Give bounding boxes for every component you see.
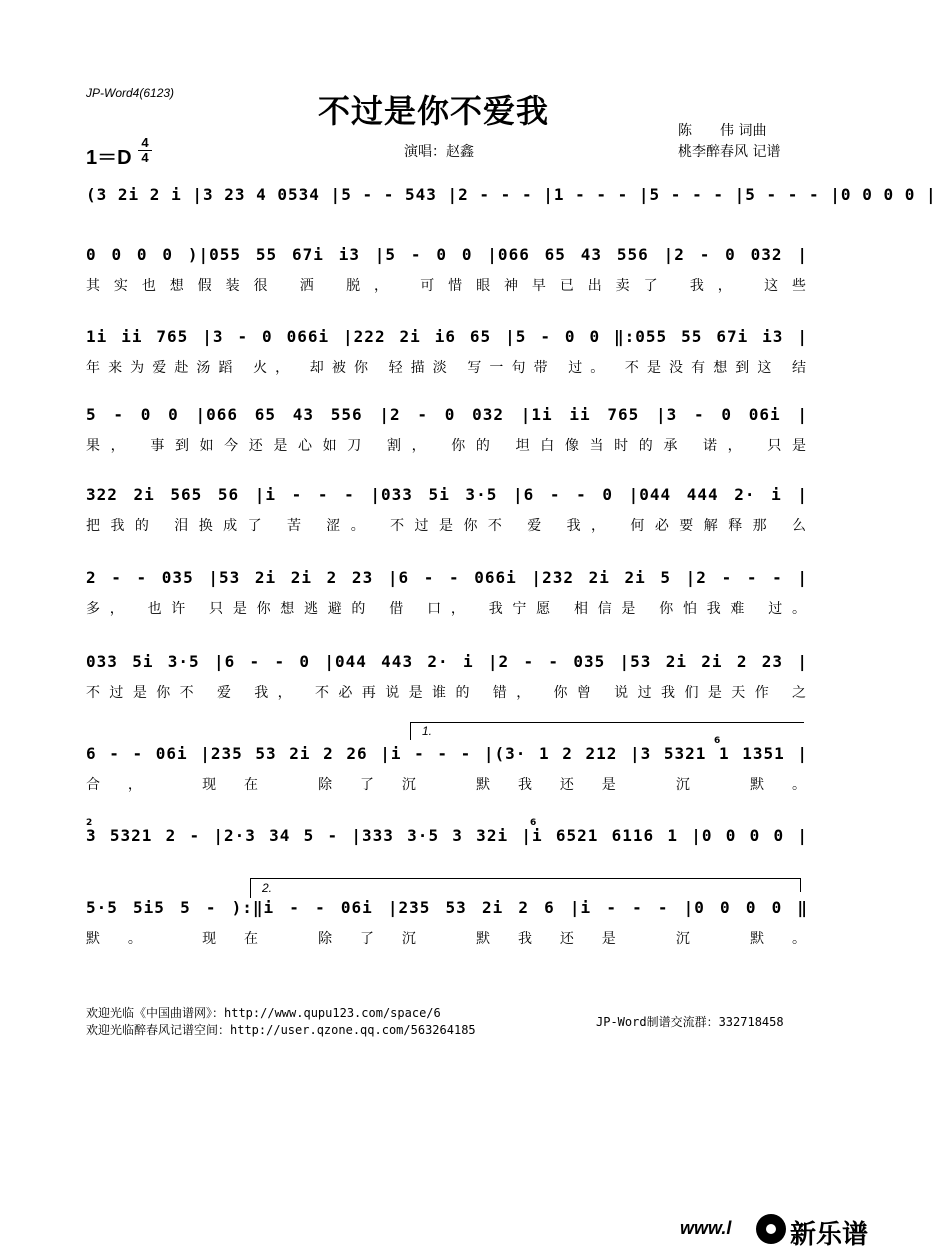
first-ending-bracket: [410, 722, 804, 723]
line-lyrics: 多， 也许 只是你想逃避的 借 口， 我宁愿 相信是 你怕我难 过。: [86, 601, 808, 617]
first-ending-bracket-left: [410, 722, 411, 740]
composer-credit: 陈 伟 词曲: [678, 123, 767, 139]
line-notes: 5·5 5i5 5 - ):‖i - - 06i |235 53 2i 2 6 |i - - - |0 0 0 0 ‖: [86, 898, 808, 917]
footer-group: JP-Word制谱交流群：332718458: [596, 1015, 784, 1029]
first-ending-label: 1.: [422, 724, 433, 738]
score-line-10: [86, 898, 808, 1018]
second-ending-bracket: [250, 878, 800, 879]
time-signature-bottom: 4: [141, 150, 149, 165]
line-lyrics: 默。 现在 除了沉 默我还是 沉 默。: [86, 931, 808, 947]
grace-mark: 6: [530, 818, 537, 828]
line-notes: (3 2i 2 i |3 23 4 0534 |5 - - 543 |2 - - - |1 - - - |5 - - - |5 - - - |0 0 0 0 |: [86, 185, 937, 204]
software-label: JP-Word4(6123): [86, 86, 175, 100]
line-notes: 322 2i 565 56 |i - - - |033 5i 3·5 |6 - - 0 |044 444 2· i |: [86, 485, 808, 504]
transcriber-credit: 桃李醉春风 记谱: [678, 144, 781, 160]
line-notes: 5 - 0 0 |066 65 43 556 |2 - 0 032 |1i ii 765 |3 - 0 06i |: [86, 405, 808, 424]
line-lyrics: 年来为爱赴汤蹈 火， 却被你 轻描淡 写一句带 过。 不是没有想到这 结: [86, 360, 808, 376]
time-signature: [138, 137, 152, 164]
footer-qzone-link[interactable]: 欢迎光临醉春风记谱空间：http://user.qzone.qq.com/563264185: [86, 1023, 476, 1037]
performer: 演唱：赵鑫: [404, 144, 474, 160]
line-notes: 1i ii 765 |3 - 0 066i |222 2i i6 65 |5 - 0 0 ‖:055 55 67i i3 |: [86, 327, 808, 346]
watermark-brand: 新乐谱: [790, 1220, 869, 1250]
record-icon: [756, 1214, 786, 1244]
footer-site-link[interactable]: 欢迎光临《中国曲谱网》：http://www.qupu123.com/space/6: [86, 1006, 441, 1020]
line-lyrics: 果， 事到如今还是心如刀 割， 你的 坦白像当时的承 诺， 只是: [86, 438, 808, 454]
line-lyrics: 把我的 泪换成了 苦 涩。 不过是你不 爱 我， 何必要解释那 么: [86, 518, 808, 534]
watermark-url: www.l: [680, 1218, 732, 1238]
time-signature-top: 4: [141, 135, 149, 150]
line-notes: 033 5i 3·5 |6 - - 0 |044 443 2· i |2 - - 035 |53 2i 2i 2 23 |: [86, 652, 808, 671]
line-lyrics: 其实也想假装很 洒 脱， 可惜眼神早已出卖了 我， 这些: [86, 278, 808, 294]
second-ending-bracket-left: [250, 878, 251, 898]
line-notes: 3 5321 2 - |2·3 34 5 - |333 3·5 3 32i |i 6521 6116 1 |0 0 0 0 |: [86, 826, 808, 845]
line-notes: 6 - - 06i |235 53 2i 2 26 |i - - - |(3· 1 2 212 |3 5321 1 1351 |: [86, 744, 808, 763]
line-lyrics: 不过是你不 爱 我， 不必再说是谁的 错， 你曾 说过我们是天作 之: [86, 685, 808, 701]
grace-mark: 6: [714, 736, 721, 746]
song-title: 不过是你不爱我: [318, 92, 550, 130]
line-notes: 0 0 0 0 )|055 55 67i i3 |5 - 0 0 |066 65 43 556 |2 - 0 032 |: [86, 245, 808, 264]
watermark: [680, 1210, 880, 1250]
grace-mark: 2: [86, 818, 93, 828]
line-lyrics: 合， 现在 除了沉 默我还是 沉 默。: [86, 777, 808, 793]
second-ending-bracket-right: [800, 878, 801, 892]
key-signature: 1＝D: [86, 147, 132, 169]
second-ending-label: 2.: [262, 881, 273, 895]
line-notes: 2 - - 035 |53 2i 2i 2 23 |6 - - 066i |232 2i 2i 5 |2 - - - |: [86, 568, 808, 587]
